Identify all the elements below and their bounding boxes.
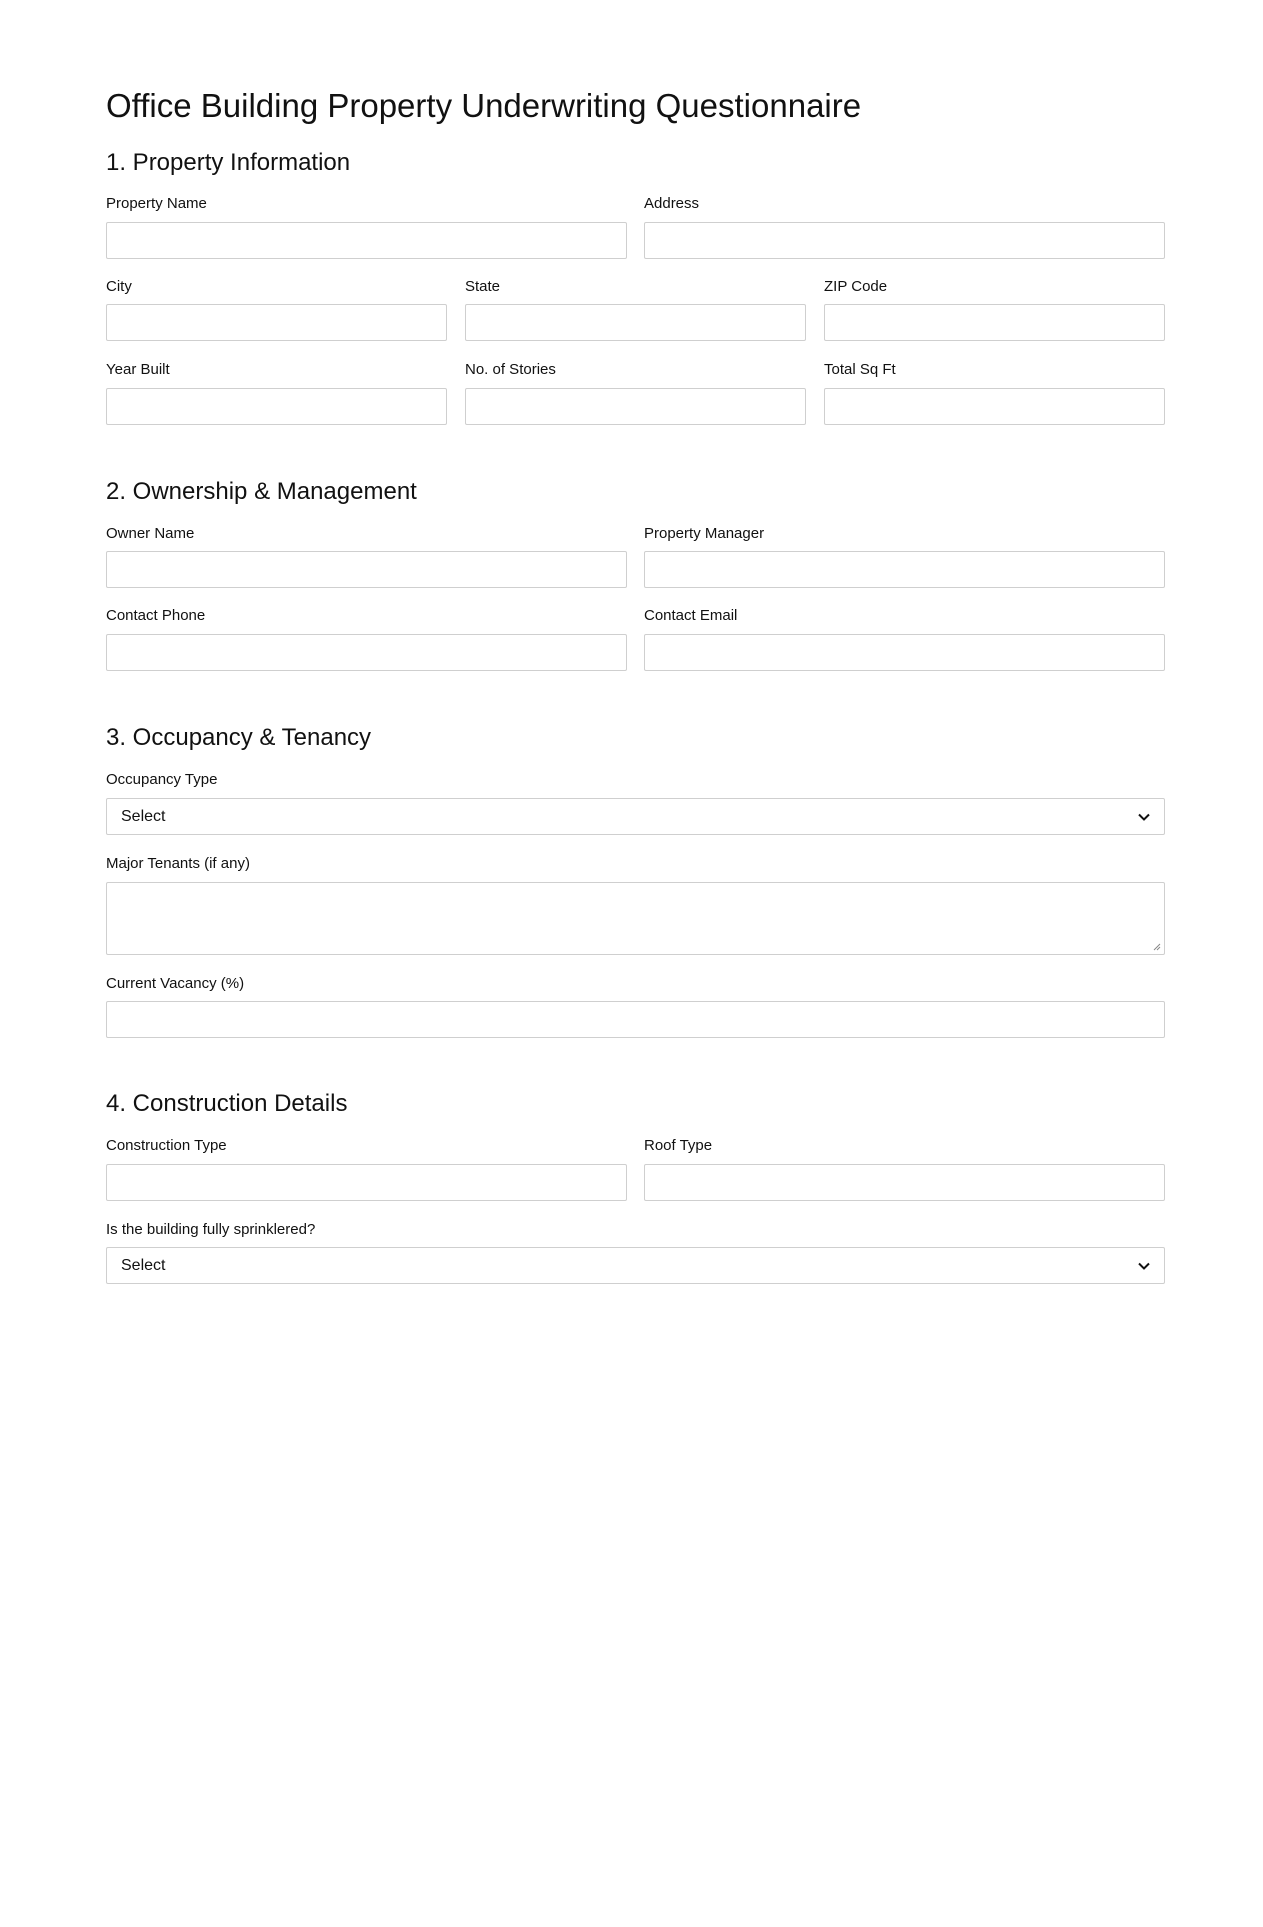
occupancy-type-select[interactable] [106, 798, 1165, 835]
year-built-label: Year Built [106, 361, 170, 378]
construction-type-label: Construction Type [106, 1137, 227, 1154]
resize-grip-icon[interactable] [1153, 943, 1161, 951]
state-label: State [465, 278, 501, 295]
property-name-input[interactable] [106, 222, 627, 259]
sprinklered-select[interactable] [106, 1247, 1165, 1284]
major-tenants-label: Major Tenants (if any) [106, 855, 250, 872]
major-tenants-textarea[interactable] [106, 882, 1165, 955]
construction-type-input[interactable] [106, 1164, 627, 1201]
total-sqft-label: Total Sq Ft [824, 361, 896, 378]
stories-label: No. of Stories [465, 361, 556, 378]
address-label: Address [644, 195, 700, 212]
chevron-down-icon [1138, 1262, 1150, 1270]
property-name-label: Property Name [106, 195, 207, 212]
chevron-down-icon [1138, 813, 1150, 821]
section-heading-property: 1. Property Information [106, 149, 351, 176]
roof-type-label: Roof Type [644, 1137, 713, 1154]
contact-email-label: Contact Email [644, 607, 738, 624]
property-manager-label: Property Manager [644, 525, 765, 542]
section-heading-occupancy: 3. Occupancy & Tenancy [106, 724, 372, 751]
property-manager-input[interactable] [644, 551, 1165, 588]
zip-code-input[interactable] [824, 304, 1165, 341]
address-input[interactable] [644, 222, 1165, 259]
page-title: Office Building Property Underwriting Questionnaire [106, 87, 862, 124]
vacancy-input[interactable] [106, 1001, 1165, 1038]
section-heading-construction: 4. Construction Details [106, 1090, 348, 1117]
state-input[interactable] [465, 304, 806, 341]
roof-type-input[interactable] [644, 1164, 1165, 1201]
city-label: City [106, 278, 132, 295]
stories-input[interactable] [465, 388, 806, 425]
contact-phone-label: Contact Phone [106, 607, 206, 624]
occupancy-type-label: Occupancy Type [106, 771, 218, 788]
vacancy-label: Current Vacancy (%) [106, 975, 245, 992]
year-built-input[interactable] [106, 388, 447, 425]
owner-name-input[interactable] [106, 551, 627, 588]
occupancy-type-selected-value: Select [121, 807, 166, 825]
contact-phone-input[interactable] [106, 634, 627, 671]
section-heading-ownership: 2. Ownership & Management [106, 478, 417, 505]
sprinklered-label: Is the building fully sprinklered? [106, 1221, 316, 1238]
owner-name-label: Owner Name [106, 525, 195, 542]
contact-email-input[interactable] [644, 634, 1165, 671]
total-sqft-input[interactable] [824, 388, 1165, 425]
city-input[interactable] [106, 304, 447, 341]
zip-code-label: ZIP Code [824, 278, 888, 295]
sprinklered-selected-value: Select [121, 1256, 166, 1274]
